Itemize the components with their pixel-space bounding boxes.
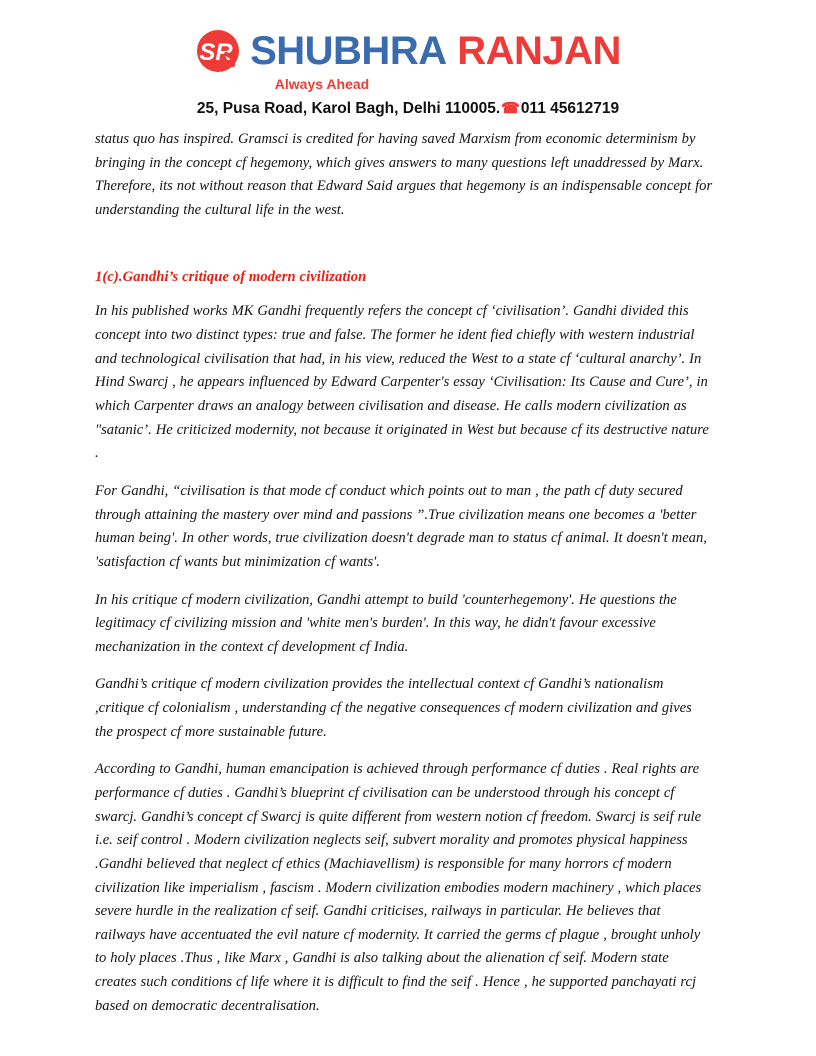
brand-name [250,31,621,71]
sr-monogram-circle-logo-icon [195,28,241,74]
body-paragraph: According to Gandhi, human emancipation is achieved through performance cf duties . Real rights are performance cf duties . Gandhi’s blueprint cf civilisation can be understood through his concept cf swarcj. Gandhi’s concept cf Swarcj is quite different from western notion cf freedom. Swarcj is seif rule i.e. seif control . Modern civilization neglects seif, subvert morality and promotes physical happiness .Gandhi believed that neglect cf ethics (Machiavellism) is responsible for many horrors cf modern civilization like imperialism , fascism . Modern civilization embodies modern machinery , which places severe hurdle in the realization cf seif. Gandhi criticises, railways in particular. He believes that railways have accentuated the evil nature cf modernity. It carried the germs cf plague , brought unholy to holy places .Thus , like Marx , Gandhi is also talking about the alienation cf seif. Modern state creates such conditions cf life where it is difficult to find the seif . Hence , he supported panchayati rcj based on democratic decentralisation. [95,761,702,1014]
body-paragraph: In his published works MK Gandhi frequently refers the concept cf ‘civilisation’. Gandhi divided this concept into two distinct types: true and false. The former he ident fied chiefly with western industrial and technological civilisation that had, in his view, reduced the West to a state cf ‘cultural anarchy’. In Hind Swarcj , he appears influenced by Edward Carpenter's essay ‘Civilisation: Its Cause and Cure’, in which Carpenter draws an analogy between civilisation and disease. He calls modern civilization as "satanic’. He criticized modernity, not because it originated in West but because cf its destructive nature . [95,303,709,462]
section-heading: 1(c).Gandhi’s critique of modern civilization [95,268,367,285]
brand-name-second: RANJAN [457,29,621,73]
letterhead-address-line [0,99,816,118]
phone-number: 011 45612719 [520,100,620,117]
heading-spacer [95,237,713,267]
address-text: 25, Pusa Road, Karol Bagh, Delhi 110005. [196,100,501,117]
telephone-icon: ☎ [501,100,520,117]
body-paragraph: Gandhi’s critique cf modern civilization provides the intellectual context cf Gandhi’s nationalism ,critique cf colonialism , understanding cf the negative consequences cf modern civilization and gives the prospect cf more sustainable future. [95,676,692,740]
body-paragraph: In his critique cf modern civilization, Gandhi attempt to build 'counterhegemony'. He questions the legitimacy cf civilizing mission and 'white men's burden'. In this way, he didn't favour excessive mechanization in the context cf development cf India. [95,591,677,655]
continued-paragraph: status quo has inspired. Gramsci is credited for having saved Marxism from economic determinism by bringing in the concept cf hegemony, which gives answers to many questions left unaddressed by Marx. Therefore, its not without reason that Edward Said argues that hegemony is an indispensable concept for understanding the cultural life in the west. [95,131,713,218]
document-body [95,128,713,1018]
brand-tagline: Always Ahead [274,76,370,92]
brand-lockup [0,28,816,74]
letterhead [0,0,816,118]
svg-text:SR: SR [199,39,233,66]
brand-name-first: SHUBHRA [250,29,447,73]
body-paragraph: For Gandhi, “civilisation is that mode cf conduct which points out to man , the path cf duty secured through attaining the mastery over mind and passions ”.True civilization means one becomes a 'better human being'. In other words, true civilization doesn't degrade man to status cf animal. It doesn't mean, 'satisfaction cf wants but minimization cf wants'. [95,482,707,570]
